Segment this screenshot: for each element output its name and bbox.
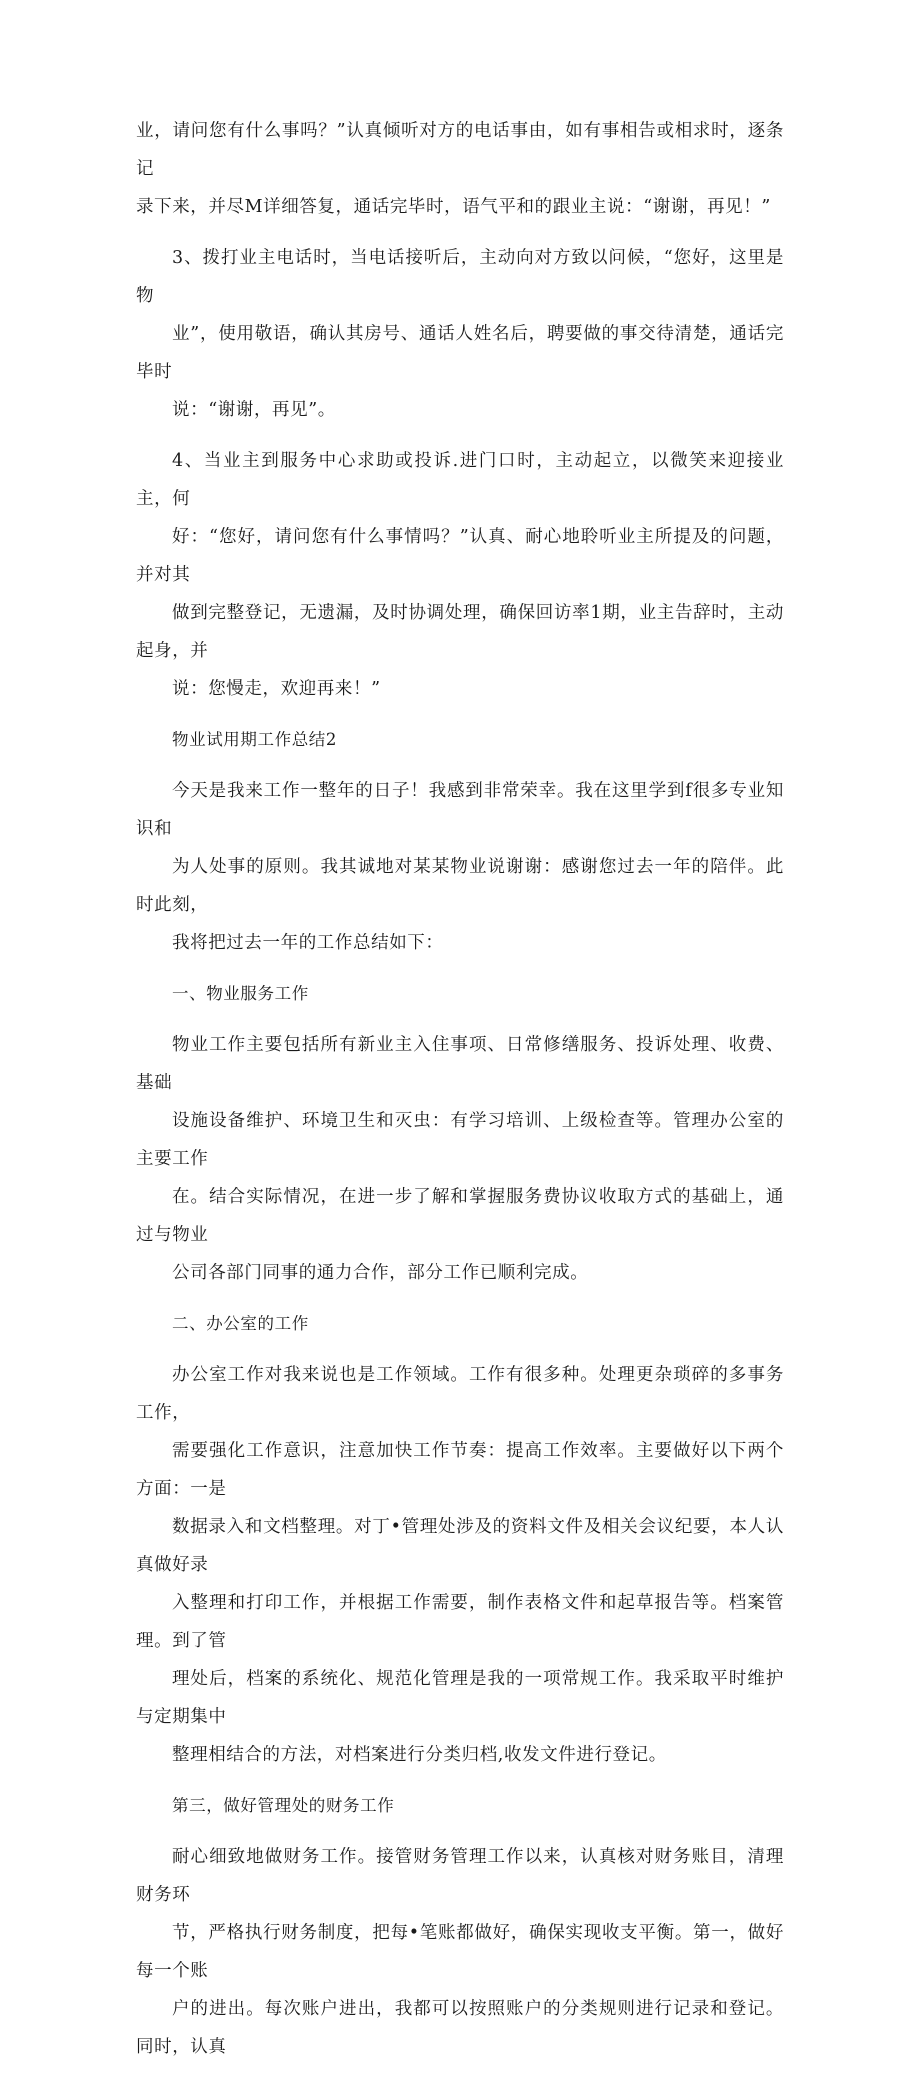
- text-line: 办公室工作对我来说也是工作领域。工作有很多种。处理更杂琐碎的多事务工作，: [136, 1365, 784, 1423]
- heading-text: 一、物业服务工作: [172, 984, 309, 1003]
- text-line: 做到完整登记，无遗漏，及时协调处理，确保回访率1期，业主告辞时，主动起身，并: [136, 603, 784, 661]
- paragraph-phone-etiquette-end: [136, 112, 784, 226]
- section-title: [136, 721, 784, 759]
- text-line: 业”，使用敬语，确认其房号、通话人姓名后，聘要做的事交待清楚，通话完毕时: [136, 324, 784, 382]
- text-line: 理处后，档案的系统化、规范化管理是我的一项常规工作。我采取平时维护与定期集中: [136, 1669, 784, 1727]
- paragraph-office-work: [136, 1356, 784, 1774]
- text-line: 说：“谢谢，再见”。: [172, 400, 336, 420]
- text-line: 录下来，并尽M详细答复，通话完毕时，语气平和的跟业主说：“谢谢，再见！”: [136, 197, 771, 217]
- heading-text: 第三，做好管理处的财务工作: [172, 1796, 395, 1815]
- text-line: 今天是我来工作一整年的日子！我感到非常荣幸。我在这里学到f很多专业知识和: [136, 781, 784, 839]
- text-line: 我将把过去一年的工作总结如下：: [172, 933, 444, 953]
- text-line: 节，严格执行财务制度，把每•笔账都做好，确保实现收支平衡。第一，做好每一个账: [136, 1923, 784, 1981]
- text-line: 数据录入和文档整理。对丁•管理处涉及的资料文件及相关会议纪要，本人认真做好录: [136, 1517, 784, 1575]
- text-line: 3、拨打业主电话时，当电话接听后，主动向对方致以问候，“您好，这里是物: [136, 248, 784, 306]
- text-line: 入整理和打印工作，并根据工作需要，制作表格文件和起草报告等。档案管理。到了管: [136, 1593, 784, 1651]
- text-line: 公司各部门同事的通力合作，部分工作已顺利完成。: [172, 1263, 589, 1283]
- paragraph-property-service: [136, 1026, 784, 1292]
- document-body: [136, 112, 784, 2079]
- paragraph-finance-work: [136, 1838, 784, 2066]
- text-line: 好：“您好，请问您有什么事情吗？”认真、耐心地聆听业主所提及的问题，并对其: [136, 527, 784, 585]
- text-line: 为人处事的原则。我其诚地对某某物业说谢谢：感谢您过去一年的陪伴。此时此刻，: [136, 857, 784, 915]
- text-line: 物业工作主要包括所有新业主入住事项、日常修缮服务、投诉处理、收费、基础: [136, 1035, 784, 1093]
- text-line: 4、当业主到服务中心求助或投诉.进门口时，主动起立，以微笑来迎接业主，何: [136, 451, 784, 509]
- text-line: 整理相结合的方法，对档案进行分类归档,收发文件进行登记。: [172, 1745, 667, 1765]
- text-line: 在。结合实际情况，在进一步了解和掌握服务费协议收取方式的基础上，通过与物业: [136, 1187, 784, 1245]
- subheading-office-work: [136, 1305, 784, 1343]
- text-line: 户的进出。每次账户进出，我都可以按照账户的分类规则进行记录和登记。同时，认真: [136, 1999, 784, 2057]
- text-line: 设施设备维护、环境卫生和灭虫：有学习培训、上级检查等。管理办公室的主要工作: [136, 1111, 784, 1169]
- paragraph-intro: [136, 772, 784, 962]
- text-line: 需要强化工作意识，注意加快工作节奏：提高工作效率。主要做好以下两个方面：一是: [136, 1441, 784, 1499]
- text-line: 耐心细致地做财务工作。接管财务管理工作以来，认真核对财务账目，清理财务环: [136, 1847, 784, 1905]
- subheading-property-service: [136, 975, 784, 1013]
- text-line: 业，请问您有什么事吗？”认真倾听对方的电话事由，如有事相告或相求时，逐条记: [136, 121, 784, 179]
- heading-text: 二、办公室的工作: [172, 1314, 309, 1333]
- heading-text: 物业试用期工作总结2: [172, 730, 337, 749]
- text-line: 说：您慢走，欢迎再来！”: [172, 679, 381, 699]
- subheading-finance-work: [136, 1787, 784, 1825]
- paragraph-item-3: [136, 239, 784, 429]
- paragraph-item-4: [136, 442, 784, 708]
